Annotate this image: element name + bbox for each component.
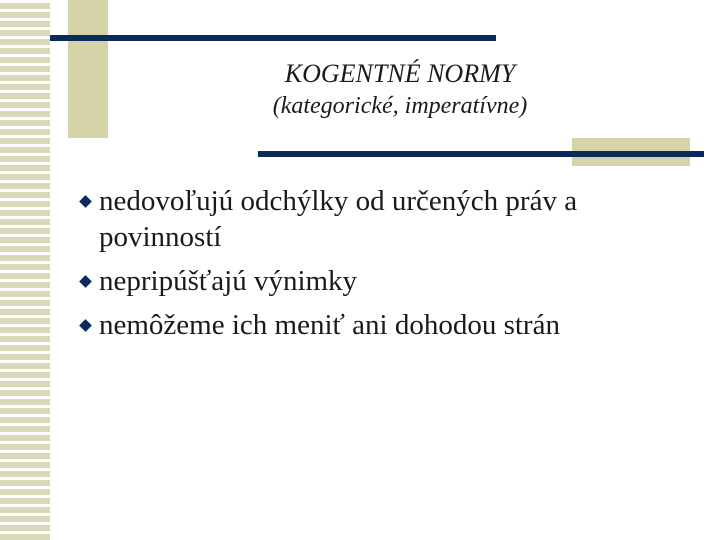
bullet-item: [78, 307, 698, 343]
bullet-item: [78, 263, 698, 299]
bullet-text: nedovoľujú odchýlky od určených práv a povinností: [99, 185, 578, 253]
slide-title: [200, 58, 600, 122]
decorative-title-block: [68, 0, 108, 138]
diamond-bullet-icon: [78, 183, 99, 219]
slide-title-subtitle: (kategorické, imperatívne): [272, 93, 528, 119]
diamond-bullet-icon: [78, 307, 99, 343]
bullet-item: [78, 183, 698, 255]
title-bottom-rule: [258, 151, 704, 157]
slide-title-main: KOGENTNÉ NORMY: [284, 59, 516, 88]
bullet-text: nemôžeme ich meniť ani dohodou strán: [99, 309, 560, 341]
diamond-bullet-icon: [78, 263, 99, 299]
title-top-rule: [50, 35, 496, 41]
decorative-stripes: [0, 0, 50, 540]
bullet-text: nepripúšťajú výnimky: [99, 265, 358, 297]
bullet-list: [78, 183, 698, 351]
